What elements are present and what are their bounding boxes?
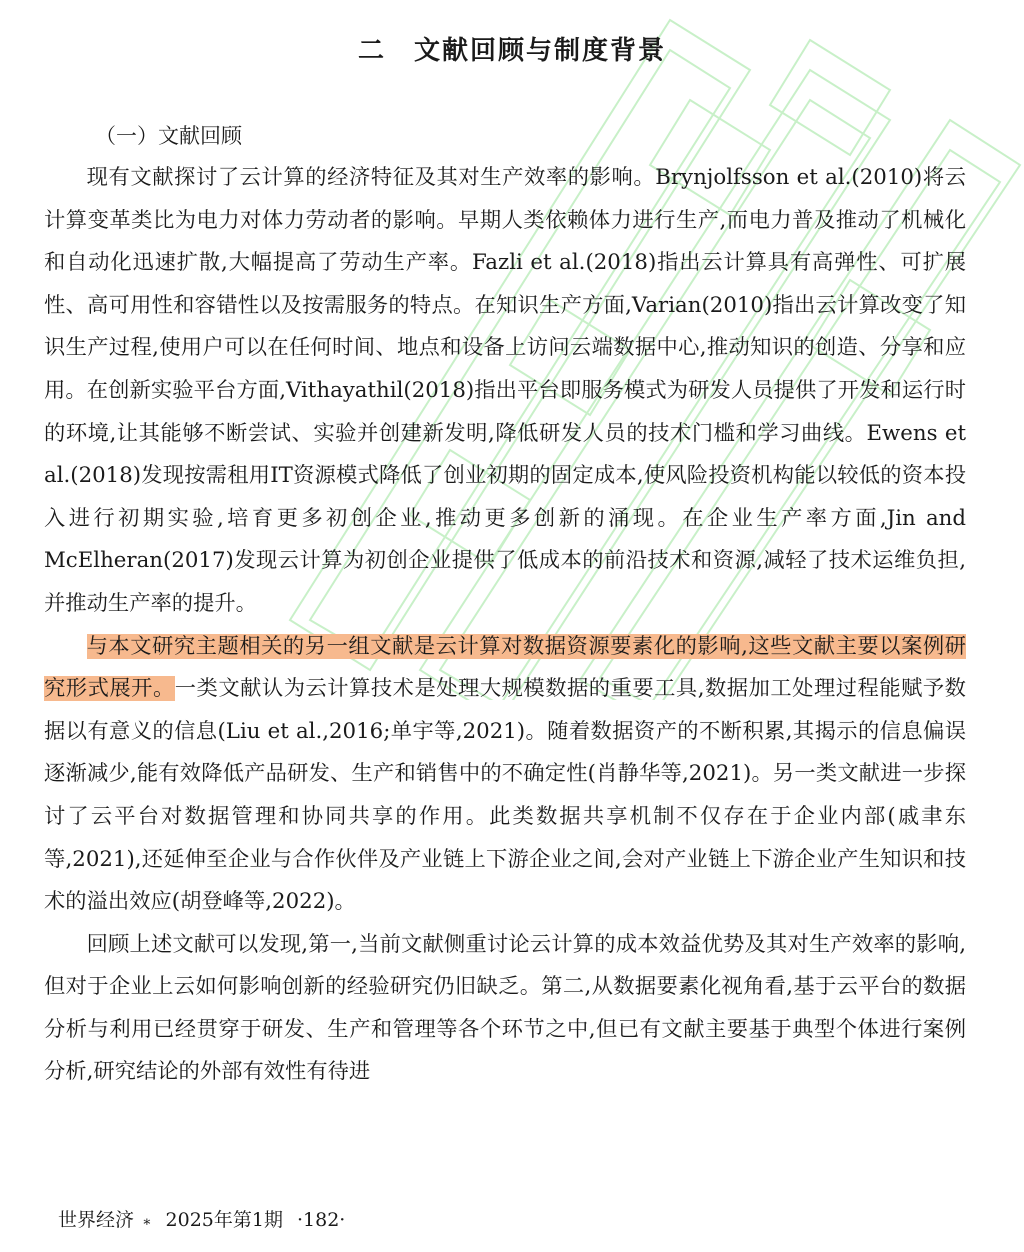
asterisk-mark: ∗ xyxy=(142,1214,152,1230)
paragraph-text: 现有文献探讨了云计算的经济特征及其对生产效率的影响。Brynjolfsson et al.(2010)将云计算变革类比为电力对体力劳动者的影响。早期人类依赖体力进行生产,而电力普及推动了机械化和自动化迅速扩散,大幅提高了劳动生产率。Fazli et al.(2018)指出云计算具有高弹性、可扩展性、高可用性和容错性以及按需服务的特点。在知识生产方面,Varian(2010)指出云计算改变了知识生产过程,使用户可以在任何时间、地点和设备上访问云端数据中心,推动知识的创造、分享和应用。在创新实验平台方面,Vithayathil(2018)指出平台即服务模式为研发人员提供了开发和运行时的环境,让其能够不断尝试、实验并创建新发明,降低研发人员的技术门槛和学习曲线。Ewens et al.(2018)发现按需租用IT资源模式降低了创业初期的固定成本,使风险投资机构能以较低的资本投入进行初期实验,培育更多初创企业,推动更多创新的涌现。在企业生产率方面,Jin and McElheran(2017)发现云计算为初创企业提供了低成本的前沿技术和资源,减轻了技术运维负担,并推动生产率的提升。 xyxy=(44,165,966,616)
issue-number: 2025年第1期 xyxy=(165,1209,283,1231)
paragraph-3 xyxy=(44,924,966,1094)
journal-name: 世界经济 xyxy=(58,1209,135,1231)
page-number: ·182· xyxy=(296,1209,346,1231)
page-footer xyxy=(58,1205,345,1232)
paragraph-2 xyxy=(44,626,966,924)
paragraph-text: 一类文献认为云计算技术是处理大规模数据的重要工具,数据加工处理过程能赋予数据以有意义的信息(Liu et al.,2016;单宇等,2021)。随着数据资产的不断积累,其揭示的信息偏误逐渐减少,能有效降低产品研发、生产和销售中的不确定性(肖静华等,2021)。另一类文献进一步探讨了云平台对数据管理和协同共享的作用。此类数据共享机制不仅存在于企业内部(戚聿东等,2021),还延伸至企业与合作伙伴及产业链上下游企业之间,会对产业链上下游企业产生知识和技术的溢出效应(胡登峰等,2022)。 xyxy=(44,676,966,915)
paragraph-text: 回顾上述文献可以发现,第一,当前文献侧重讨论云计算的成本效益优势及其对生产效率的影响,但对于企业上云如何影响创新的经验研究仍旧缺乏。第二,从数据要素化视角看,基于云平台的数据分析与利用已经贯穿于研发、生产和管理等各个环节之中,但已有文献主要基于典型个体进行案例分析,研究结论的外部有效性有待进 xyxy=(44,931,966,1085)
highlighted-sentence: 与本文研究主题相关的另一组文献是云计算对数据资源要素化的影响,这些文献主要以案例研究形式展开。 xyxy=(44,633,966,702)
paragraph-1 xyxy=(44,157,966,626)
section-title: 二 文献回顾与制度背景 xyxy=(357,36,666,66)
body-text xyxy=(44,157,966,1094)
subsection-title: （一）文献回顾 xyxy=(95,124,242,148)
